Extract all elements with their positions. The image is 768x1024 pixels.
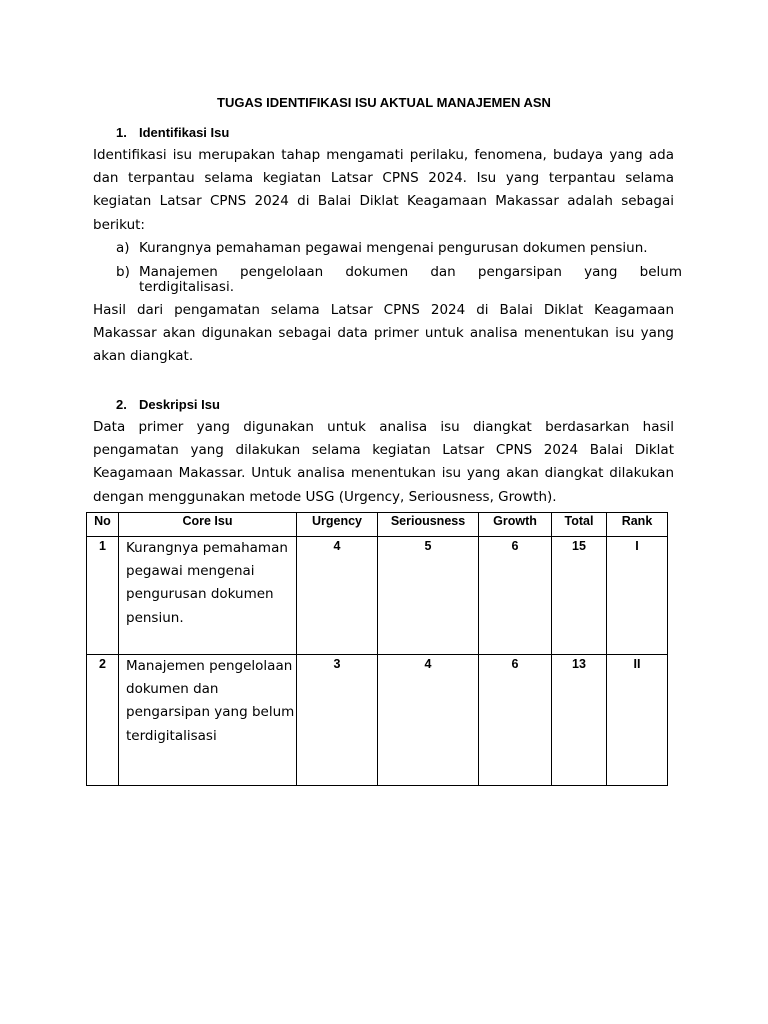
- cell-total: 15: [552, 537, 607, 655]
- section-2-number: 2.: [116, 397, 127, 412]
- table-row: [87, 655, 668, 786]
- section-2-title: Deskripsi Isu: [139, 397, 220, 412]
- cell-issue: Manajemen pengelolaan dokumen dan pengarsipan yang belum terdigitalisasi: [119, 655, 297, 786]
- header-urgency: Urgency: [297, 513, 378, 537]
- header-seriousness: Seriousness: [378, 513, 479, 537]
- list-item: [116, 265, 682, 295]
- list-item-text-line-2: terdigitalisasi.: [139, 279, 235, 295]
- section-2-heading: [116, 397, 220, 412]
- cell-no: 1: [87, 537, 119, 655]
- cell-no: 2: [87, 655, 119, 786]
- usg-table: [86, 512, 668, 786]
- cell-growth: 6: [479, 655, 552, 786]
- table-header-row: [87, 513, 668, 537]
- list-marker: b): [116, 264, 130, 280]
- cell-seriousness: 5: [378, 537, 479, 655]
- section-1-number: 1.: [116, 125, 127, 140]
- list-item: [116, 241, 682, 256]
- section-1-closing: Hasil dari pengamatan selama Latsar CPNS 2024 di Balai Diklat Keagamaan Makassar akan digunakan sebagai data primer untuk analisa menentukan isu yang akan diangkat.: [93, 302, 674, 365]
- section-2-intro: Data primer yang digunakan untuk analisa isu diangkat berdasarkan hasil pengamatan yang dilakukan selama kegiatan Latsar CPNS 2024 Balai Diklat Keagamaan Makassar. Untuk analisa menentukan isu yang akan diangkat dilakukan dengan menggunakan metode USG (Urgency, Seriousness, Growth).: [93, 419, 674, 505]
- section-1-heading: [116, 125, 229, 140]
- header-no: No: [87, 513, 119, 537]
- cell-urgency: 3: [297, 655, 378, 786]
- header-total: Total: [552, 513, 607, 537]
- header-rank: Rank: [607, 513, 668, 537]
- table-row: [87, 537, 668, 655]
- section-1-intro: Identifikasi isu merupakan tahap mengamati perilaku, fenomena, budaya yang ada dan terpantau selama kegiatan Latsar CPNS 2024. Isu yang terpantau selama kegiatan Latsar CPNS 2024 di Balai Diklat Keagamaan Makassar adalah sebagai berikut:: [93, 147, 674, 233]
- cell-seriousness: 4: [378, 655, 479, 786]
- cell-rank: I: [607, 537, 668, 655]
- cell-urgency: 4: [297, 537, 378, 655]
- header-core-isu: Core Isu: [119, 513, 297, 537]
- cell-issue: Kurangnya pemahaman pegawai mengenai pengurusan dokumen pensiun.: [119, 537, 297, 655]
- list-marker: a): [116, 240, 130, 256]
- header-growth: Growth: [479, 513, 552, 537]
- cell-growth: 6: [479, 537, 552, 655]
- cell-rank: II: [607, 655, 668, 786]
- document-title: TUGAS IDENTIFIKASI ISU AKTUAL MANAJEMEN ASN: [217, 95, 551, 110]
- list-item-text: Kurangnya pemahaman pegawai mengenai pengurusan dokumen pensiun.: [139, 240, 648, 256]
- list-item-text-line-1: Manajemen pengelolaan dokumen dan pengarsipan yang belum: [139, 264, 682, 280]
- cell-total: 13: [552, 655, 607, 786]
- list-item-text: [139, 265, 682, 295]
- section-1-title: Identifikasi Isu: [139, 125, 230, 140]
